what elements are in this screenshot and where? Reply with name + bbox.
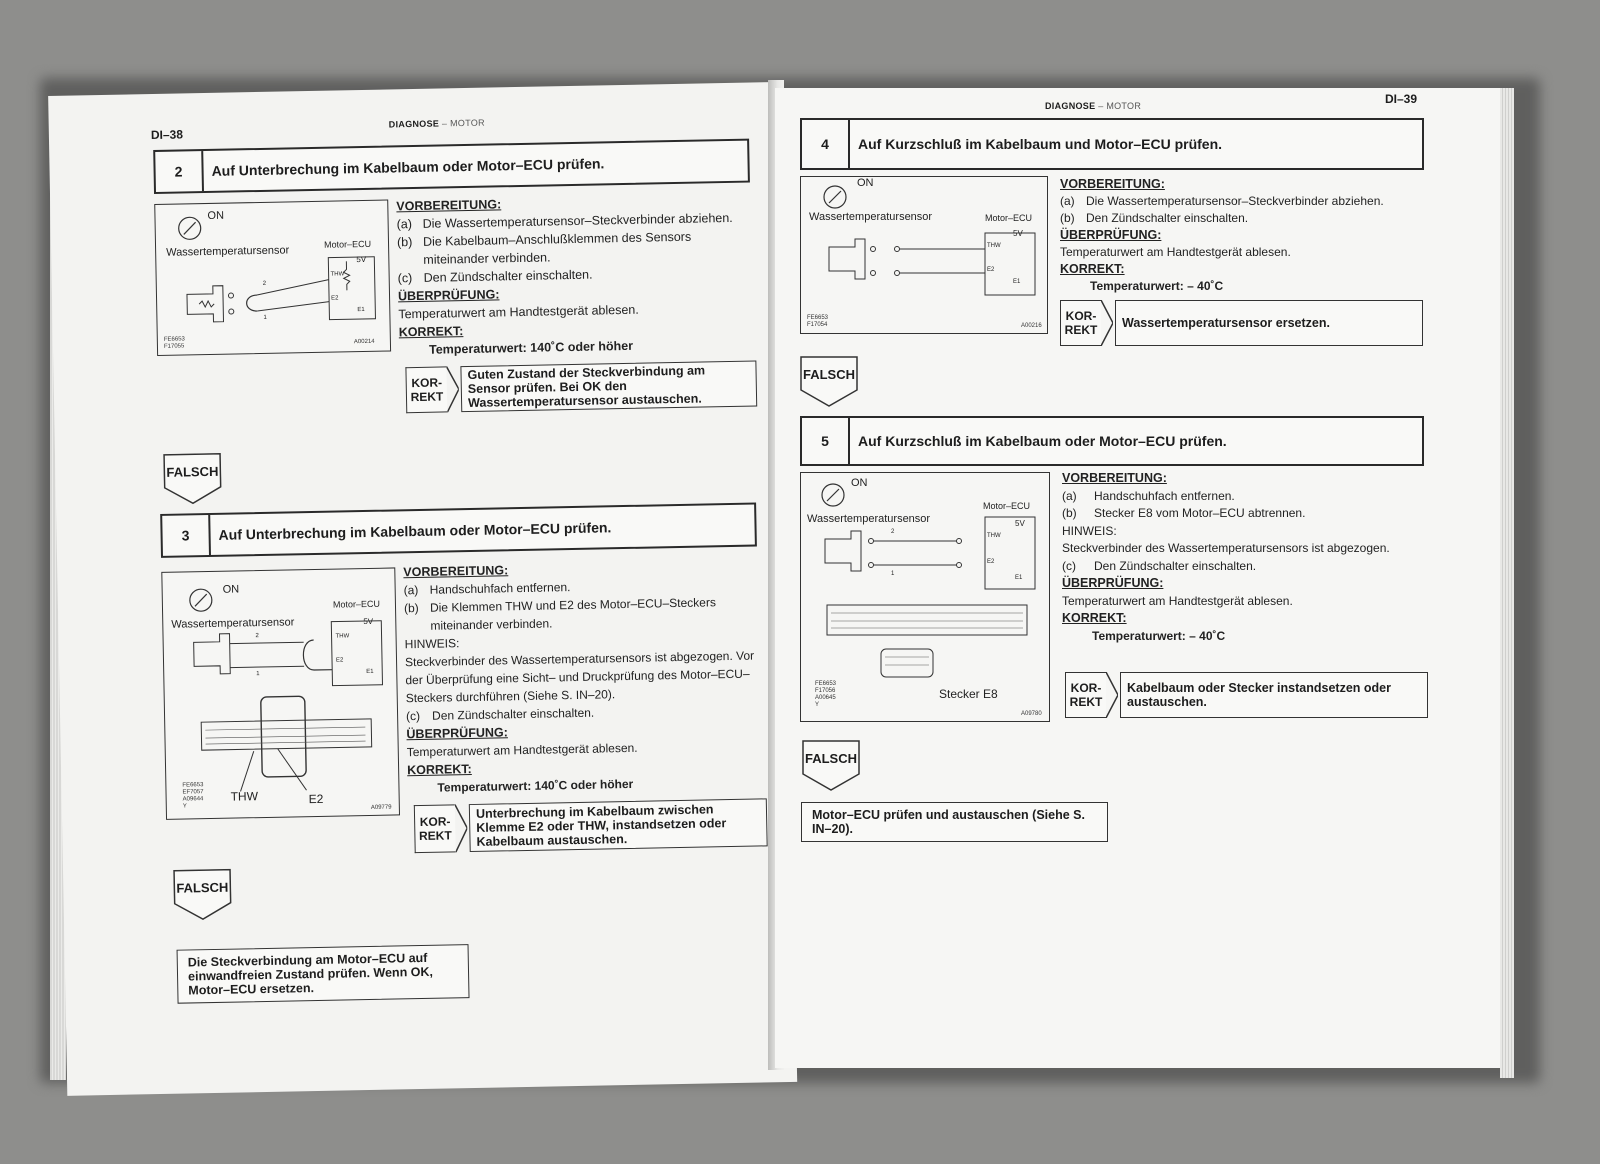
wiring-drawing — [801, 177, 1047, 333]
e1-terminal-label: E1 — [1013, 279, 1021, 285]
thw-terminal-label: THW — [987, 533, 1001, 539]
ecu-label: Motor–ECU — [985, 213, 1033, 223]
header-section: DIAGNOSE — [388, 118, 440, 130]
e2-pointer-label: E2 — [308, 791, 324, 807]
right-final-action: Motor–ECU prüfen und austauschen (Siehe S. IN–20). — [801, 802, 1108, 842]
step-5-instructions — [1062, 470, 1432, 645]
page-header: DIAGNOSE – MOTOR — [388, 117, 485, 130]
vorbereitung-heading: VORBEREITUNG: — [1062, 471, 1167, 485]
instruction-item — [1062, 488, 1432, 506]
right-page — [775, 88, 1500, 1068]
header-section: DIAGNOSE — [1045, 101, 1096, 111]
e2-terminal-label: E2 — [335, 657, 344, 664]
falsch-label: FALSCH — [805, 751, 857, 766]
korrekt-value: Temperaturwert: – 40˚C — [1092, 628, 1226, 643]
vorbereitung-heading: VORBEREITUNG: — [1060, 177, 1165, 191]
korrekt-action-text: Guten Zustand der Steckverbindung am Sensor prüfen. Bei OK den Wassertemperatursensor austauschen. — [460, 360, 757, 412]
step-number: 4 — [802, 120, 850, 168]
step-number: 2 — [155, 151, 204, 192]
instruction-item — [1060, 193, 1430, 210]
ueberpruefung-heading: ÜBERPRÜFUNG: — [1060, 228, 1162, 242]
falsch-label: FALSCH — [176, 879, 229, 896]
step-title: Auf Unterbrechung im Kabelbaum oder Motor–ECU prüfen. — [211, 155, 605, 179]
sensor-label: Wassertemperatursensor — [166, 244, 290, 259]
e2-terminal-label: E2 — [987, 559, 995, 565]
figure-reference: A09779 — [370, 804, 392, 811]
item-key: (b) — [396, 235, 413, 250]
figure-reference: A00216 — [1021, 323, 1042, 329]
item-key: (b) — [403, 600, 419, 616]
item-text: Den Zündschalter einschalten. — [1086, 211, 1249, 225]
item-text: Stecker E8 vom Motor–ECU abtrennen. — [1094, 506, 1306, 520]
header-subsection: MOTOR — [1106, 101, 1142, 111]
ecu-label: Motor–ECU — [983, 501, 1031, 511]
falsch-label: FALSCH — [803, 367, 855, 382]
sensor-label: Wassertemperatursensor — [171, 616, 295, 631]
ueberpruefung-heading: ÜBERPRÜFUNG: — [397, 287, 500, 304]
korrekt-badge: KOR- REKT — [414, 804, 456, 853]
left-final-action: Die Steckverbindung am Motor–ECU auf einwandfreien Zustand prüfen. Wenn OK, Motor–ECU ersetzen. — [177, 944, 470, 1004]
arrow-right-icon — [1106, 672, 1118, 718]
step-4-instructions — [1060, 176, 1430, 295]
korrekt-value: Temperaturwert: 140˚C oder höher — [437, 776, 634, 795]
step-title: Auf Kurzschluß im Kabelbaum und Motor–ECU prüfen. — [858, 136, 1223, 152]
ecu-label: Motor–ECU — [332, 598, 381, 610]
ueberpruefung-text: Temperaturwert am Handtestgerät ablesen. — [406, 740, 638, 760]
voltage-label: 5V — [1013, 229, 1023, 238]
hinweis-text: Steckverbinder des Wassertemperatursensors ist abgezogen. Vor der Überprüfung eine Sicht– und Druckprüfung des Motor–ECU–Steckers durchführen (Siehe S. IN–20). — [404, 648, 755, 706]
thw-terminal-label: THW — [330, 271, 345, 278]
thw-terminal-label: THW — [335, 633, 350, 640]
item-key: (b) — [1062, 506, 1077, 520]
hinweis-heading: HINWEIS: — [1062, 523, 1117, 538]
ueberpruefung-text: Temperaturwert am Handtestgerät ablesen. — [1062, 593, 1293, 608]
e1-terminal-label: E1 — [366, 668, 374, 676]
ignition-on-label: ON — [207, 209, 225, 222]
item-key: (a) — [1062, 488, 1077, 503]
korrekt-value: Temperaturwert: 140˚C oder höher — [428, 338, 634, 357]
e1-terminal-label: E1 — [357, 306, 365, 314]
korrekt-action-text: Kabelbaum oder Stecker instandsetzen oder austauschen. — [1120, 672, 1428, 718]
korrekt-heading: KORREKT: — [1060, 262, 1125, 276]
sensor-label: Wassertemperatursensor — [807, 513, 931, 525]
instruction-item — [1060, 210, 1430, 227]
right-page-edges — [1500, 88, 1514, 1078]
step-4-korrekt-action — [1060, 300, 1423, 346]
korrekt-action-text: Wassertemperatursensor ersetzen. — [1115, 300, 1423, 346]
item-text: Den Zündschalter einschalten. — [423, 267, 593, 285]
step-5-korrekt-action — [1065, 672, 1428, 718]
instruction-item — [404, 592, 767, 635]
voltage-label: 5V — [363, 616, 374, 627]
item-text: Handschuhfach entfernen. — [429, 580, 571, 597]
step-2-korrekt-action — [405, 360, 757, 413]
ueberpruefung-text: Temperaturwert am Handtestgerät ablesen. — [398, 302, 639, 322]
down-arrow-badge-icon — [802, 740, 860, 792]
korrekt-badge: KOR- REKT — [1065, 672, 1106, 718]
step-3-wiring-diagram — [161, 567, 400, 819]
pin-2-label: 2 — [255, 633, 259, 640]
step-4-falsch-badge — [800, 356, 858, 398]
page-number: DI–38 — [150, 127, 184, 143]
hinweis-text: Steckverbinder des Wassertemperatursensors ist abgezogen. — [1062, 541, 1390, 555]
ueberpruefung-heading: ÜBERPRÜFUNG: — [1062, 576, 1164, 590]
step-number: 3 — [162, 515, 211, 556]
step-2-header — [153, 139, 750, 194]
ueberpruefung-heading: ÜBERPRÜFUNG: — [406, 725, 508, 742]
korrekt-heading: KORREKT: — [1062, 611, 1127, 625]
arrow-right-icon — [1101, 300, 1113, 346]
instruction-item — [1062, 505, 1432, 523]
vorbereitung-heading: VORBEREITUNG: — [396, 197, 502, 214]
hinweis-heading: HINWEIS: — [404, 636, 460, 652]
ueberpruefung-text: Temperaturwert am Handtestgerät ablesen. — [1060, 245, 1291, 259]
ignition-on-label: ON — [222, 583, 240, 596]
step-3-korrekt-action — [414, 798, 768, 853]
korrekt-action-text: Unterbrechung im Kabelbaum zwischen Klemme E2 oder THW, instandsetzen oder Kabelbaum austauschen. — [469, 798, 768, 852]
ecu-label: Motor–ECU — [323, 238, 372, 250]
instruction-item — [397, 226, 758, 269]
item-key: (c) — [1062, 558, 1076, 573]
step-4-header — [800, 118, 1424, 170]
pin-1-label: 1 — [263, 314, 267, 321]
step-2-instructions — [396, 190, 759, 359]
falsch-label: FALSCH — [166, 463, 219, 480]
figure-codes: FE6653 F17054 — [807, 315, 829, 328]
pin-2-label: 2 — [262, 280, 267, 287]
ignition-on-label: ON — [851, 477, 868, 489]
step-title: Auf Kurzschluß im Kabelbaum oder Motor–ECU prüfen. — [858, 433, 1227, 449]
step-2-falsch-badge — [163, 453, 222, 496]
pin-1-label: 1 — [891, 571, 895, 577]
ignition-on-label: ON — [857, 177, 874, 189]
item-key: (a) — [403, 582, 419, 598]
e2-terminal-label: E2 — [331, 295, 339, 302]
korrekt-badge: KOR- REKT — [405, 366, 447, 413]
step-4-wiring-diagram — [800, 176, 1048, 334]
e1-terminal-label: E1 — [1015, 575, 1023, 581]
pin-2-label: 2 — [891, 529, 895, 535]
step-3-instructions — [403, 556, 769, 797]
item-text: Die Wassertemperatursensor–Steckverbinder abziehen. — [1086, 194, 1384, 208]
page-number: DI–39 — [1385, 92, 1418, 106]
left-page — [48, 82, 797, 1096]
figure-codes: FE6653 EF7057 A09644 Y — [182, 782, 204, 810]
korrekt-value: Temperaturwert: – 40˚C — [1090, 279, 1224, 293]
item-key: (c) — [397, 271, 413, 286]
item-key: (a) — [1060, 194, 1075, 208]
item-text: Den Zündschalter einschalten. — [1094, 558, 1257, 573]
thw-pointer-label: THW — [230, 789, 259, 804]
page-header: DIAGNOSE – MOTOR — [1045, 101, 1142, 111]
stecker-e8-label: Stecker E8 — [939, 687, 998, 701]
step-5-falsch-badge — [802, 740, 860, 782]
korrekt-badge: KOR- REKT — [1060, 300, 1101, 346]
item-text: Den Zündschalter einschalten. — [431, 705, 595, 723]
down-arrow-badge-icon — [800, 356, 858, 408]
korrekt-heading: KORREKT: — [398, 324, 464, 340]
pin-1-label: 1 — [256, 671, 260, 678]
step-5-wiring-diagram — [800, 472, 1050, 722]
step-3-falsch-badge — [173, 869, 232, 912]
step-number: 5 — [802, 418, 850, 464]
korrekt-heading: KORREKT: — [407, 762, 472, 778]
arrow-right-icon — [446, 366, 459, 412]
wiring-drawing — [155, 201, 390, 355]
vorbereitung-heading: VORBEREITUNG: — [403, 563, 509, 580]
figure-reference: A00214 — [353, 338, 375, 346]
item-text: Die Klemmen THW und E2 des Motor–ECU–Steckers miteinander verbinden. — [429, 595, 717, 633]
figure-reference: A09780 — [1021, 711, 1042, 717]
voltage-label: 5V — [356, 254, 367, 265]
thw-terminal-label: THW — [987, 243, 1001, 249]
item-text: Handschuhfach entfernen. — [1094, 488, 1235, 503]
header-subsection: MOTOR — [449, 117, 485, 129]
e2-terminal-label: E2 — [987, 267, 995, 273]
item-key: (c) — [405, 708, 421, 724]
item-text: Die Wassertemperatursensor–Steckverbinder abziehen. — [422, 210, 733, 231]
figure-codes: FE6653 F17056 A00645 Y — [815, 681, 837, 708]
sensor-label: Wassertemperatursensor — [809, 211, 933, 223]
voltage-label: 5V — [1015, 519, 1025, 528]
figure-codes: FE6653 F17055 — [163, 336, 185, 350]
step-2-wiring-diagram — [154, 200, 391, 356]
step-3-header — [160, 502, 757, 557]
step-title: Auf Unterbrechung im Kabelbaum oder Motor–ECU prüfen. — [218, 519, 612, 543]
step-5-header — [800, 416, 1424, 466]
arrow-right-icon — [455, 804, 468, 852]
item-text: Die Kabelbaum–Anschlußklemmen des Sensors miteinander verbinden. — [422, 229, 692, 267]
item-key: (a) — [396, 217, 413, 232]
item-key: (b) — [1060, 211, 1075, 225]
instruction-item — [1062, 558, 1432, 576]
